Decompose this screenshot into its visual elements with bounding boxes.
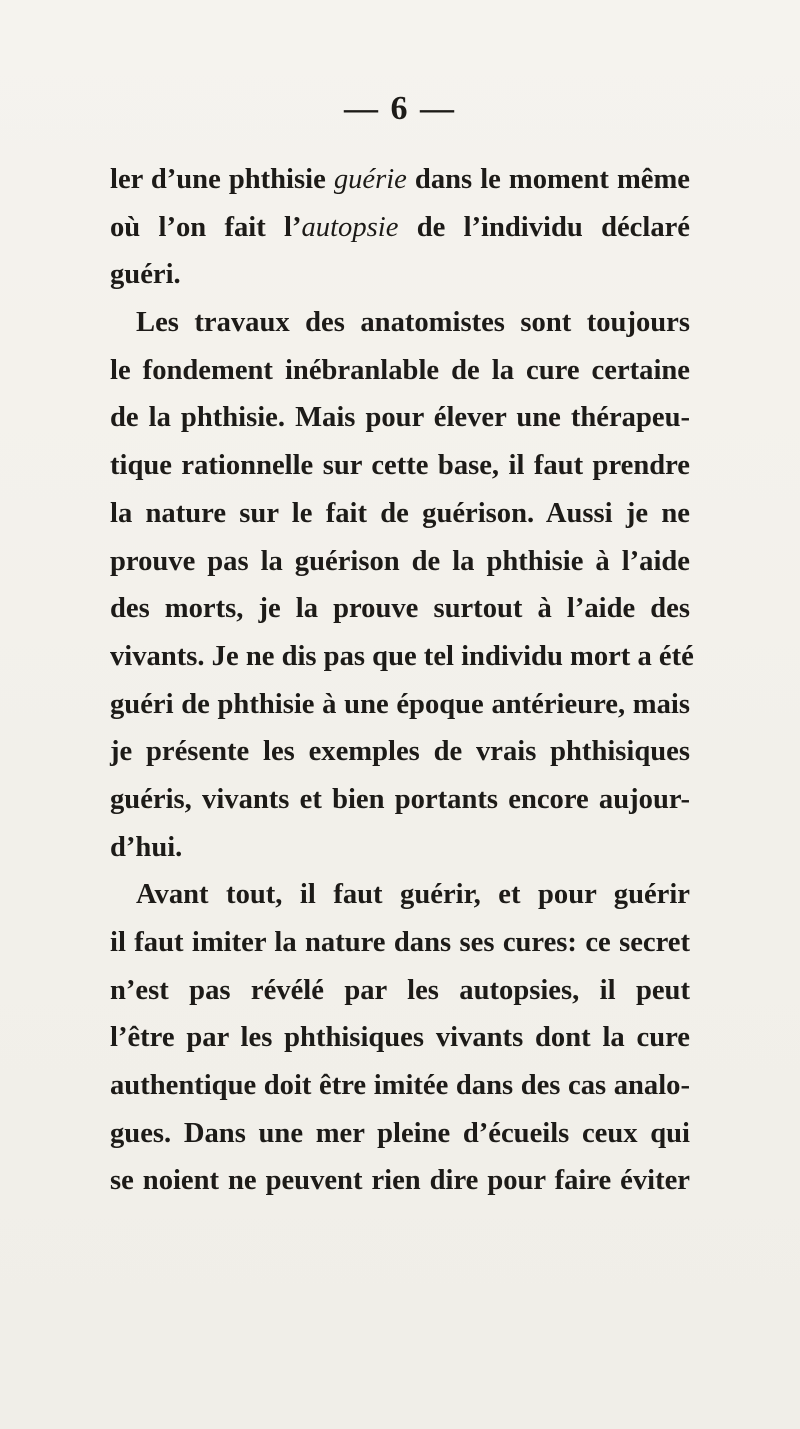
italic-text-segment: autopsie bbox=[301, 211, 399, 243]
text-line bbox=[110, 442, 690, 490]
text-line bbox=[110, 299, 690, 347]
text-line bbox=[110, 394, 690, 442]
text-segment: je présente les exemples de vrais phthisiques bbox=[110, 736, 690, 768]
text-segment: guéri de phthisie à une époque antérieure, mais bbox=[110, 688, 690, 720]
text-segment: guéris, vivants et bien portants encore aujour- bbox=[110, 783, 690, 815]
text-line bbox=[110, 204, 690, 252]
text-line bbox=[110, 1014, 690, 1062]
text-line bbox=[110, 871, 690, 919]
text-line bbox=[110, 251, 690, 299]
text-segment: de l’individu déclaré bbox=[398, 211, 690, 243]
text-segment: la nature sur le fait de guérison. Aussi je ne bbox=[110, 497, 690, 529]
page-number: — 6 — bbox=[344, 90, 456, 127]
text-line bbox=[110, 824, 690, 872]
text-line bbox=[110, 156, 690, 204]
text-line bbox=[110, 776, 690, 824]
text-line bbox=[110, 681, 690, 729]
text-segment: dans le moment même bbox=[406, 164, 690, 195]
text-line bbox=[110, 585, 690, 633]
text-segment: gues. Dans une mer pleine d’écueils ceux qui bbox=[110, 1117, 690, 1149]
text-segment: se noient ne peuvent rien dire pour faire éviter bbox=[110, 1165, 690, 1197]
text-segment: tique rationnelle sur cette base, il faut prendre bbox=[110, 450, 690, 482]
italic-text-segment: guérie bbox=[333, 164, 407, 195]
text-segment: ler d’une phthisie bbox=[110, 164, 334, 195]
body-text bbox=[110, 156, 694, 1205]
text-segment: Les travaux des anatomistes sont toujours bbox=[136, 307, 690, 339]
text-segment: prouve pas la guérison de la phthisie à l’aide bbox=[110, 545, 690, 577]
text-line bbox=[110, 538, 690, 586]
text-line bbox=[110, 1062, 690, 1110]
text-segment: authentique doit être imitée dans des cas analo- bbox=[110, 1070, 690, 1102]
text-line bbox=[110, 1110, 690, 1158]
text-segment: l’être par les phthisiques vivants dont la cure bbox=[110, 1022, 690, 1054]
text-line bbox=[110, 490, 690, 538]
text-segment: n’est pas révélé par les autopsies, il peut bbox=[110, 974, 690, 1006]
text-segment: vivants. Je ne dis pas que tel individu mort a été bbox=[110, 640, 694, 672]
text-segment: où l’on fait l’ bbox=[110, 211, 302, 243]
text-segment: de la phthisie. Mais pour élever une thérapeu- bbox=[110, 402, 690, 434]
text-line bbox=[110, 1157, 690, 1205]
text-line bbox=[110, 919, 690, 967]
text-line bbox=[110, 633, 694, 681]
text-line bbox=[110, 728, 690, 776]
text-line bbox=[110, 347, 690, 395]
text-segment: Avant tout, il faut guérir, et pour guérir bbox=[136, 879, 690, 911]
text-segment: il faut imiter la nature dans ses cures: ce secret bbox=[110, 927, 690, 958]
text-segment: guéri. bbox=[110, 259, 181, 291]
text-segment: d’hui. bbox=[110, 831, 183, 863]
text-line bbox=[110, 967, 690, 1015]
text-segment: des morts, je la prouve surtout à l’aide des bbox=[110, 593, 690, 625]
text-segment: le fondement inébranlable de la cure certaine bbox=[110, 354, 690, 386]
